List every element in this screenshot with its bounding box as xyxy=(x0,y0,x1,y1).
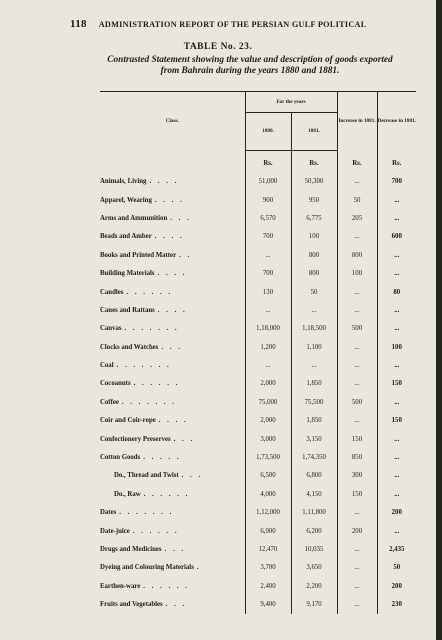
leader-dots: . . . . . . xyxy=(143,582,190,590)
subtitle-line-1: Contrasted Statement showing the value and description of goods exported xyxy=(107,55,393,65)
cell-1880: 130 xyxy=(245,283,291,301)
cell-increase: 50 xyxy=(337,191,377,209)
cell-increase: 100 xyxy=(337,264,377,282)
cell-1881: 1,18,500 xyxy=(291,320,337,338)
cell-class xyxy=(100,356,245,374)
leader-dots: . . . . . . xyxy=(126,288,173,296)
cell-1880: 2,400 xyxy=(245,577,291,595)
row-label: Drugs and Medicines xyxy=(100,546,162,553)
cell-decrease: ... xyxy=(377,301,416,319)
cell-1881: 4,150 xyxy=(291,485,337,503)
cell-decrease: 600 xyxy=(377,228,416,246)
cell-class xyxy=(100,559,245,577)
cell-1880: 6,570 xyxy=(245,209,291,227)
cell-1880: 3,700 xyxy=(245,559,291,577)
cell-class xyxy=(100,595,245,613)
header-class: Class. xyxy=(100,92,245,151)
cell-class xyxy=(100,467,245,485)
table-row xyxy=(100,264,416,282)
table-row xyxy=(100,540,416,558)
leader-dots: . . . xyxy=(161,343,183,351)
leader-dots: . . . . xyxy=(149,178,179,186)
cell-increase: ... xyxy=(337,595,377,613)
leader-dots: . . . xyxy=(173,435,195,443)
cell-increase: 300 xyxy=(337,467,377,485)
row-label: Clocks and Watches xyxy=(100,343,159,351)
table-body xyxy=(100,150,416,614)
cell-1881: ... xyxy=(291,356,337,374)
table-row xyxy=(100,228,416,246)
cell-1880: 2,000 xyxy=(245,375,291,393)
cell-1881: 9,170 xyxy=(291,595,337,613)
table-row xyxy=(100,356,416,374)
cell-1880: 1,18,000 xyxy=(245,320,291,338)
units-cell: Rs. xyxy=(245,150,291,173)
table-row xyxy=(100,522,416,540)
cell-class xyxy=(100,246,245,264)
cell-class xyxy=(100,504,245,522)
cell-increase: ... xyxy=(337,412,377,430)
page-number: 118 xyxy=(70,18,87,30)
cell-1880: 700 xyxy=(245,264,291,282)
table-row xyxy=(100,559,416,577)
row-label: Cocoanuts xyxy=(100,380,131,388)
table-title: TABLE No. 23. xyxy=(183,42,253,52)
row-label: Do., Raw xyxy=(114,490,141,498)
leader-dots: . xyxy=(196,564,202,572)
row-label: Building Materials xyxy=(100,270,155,278)
leader-dots: . . . . . xyxy=(143,454,182,462)
cell-1880: 3,000 xyxy=(245,430,291,448)
cell-1880: ... xyxy=(245,301,291,319)
cell-1880: 4,000 xyxy=(245,485,291,503)
row-label: Confectionery Preserves xyxy=(100,435,171,443)
table-row xyxy=(100,467,416,485)
cell-increase: 500 xyxy=(337,393,377,411)
cell-decrease: ... xyxy=(377,191,416,209)
cell-1881: ... xyxy=(291,301,337,319)
table-row xyxy=(100,485,416,503)
cell-class xyxy=(100,540,245,558)
row-label: Books and Printed Matter xyxy=(100,251,177,259)
cell-increase: 500 xyxy=(337,320,377,338)
cell-increase: 205 xyxy=(337,209,377,227)
table-row xyxy=(100,173,416,191)
table-subtitle xyxy=(80,55,420,77)
leader-dots: . . . . xyxy=(154,233,185,241)
cell-class xyxy=(100,191,245,209)
header-decrease: Decrease in 1881. xyxy=(377,92,416,151)
cell-class xyxy=(100,430,245,448)
cell-increase: ... xyxy=(337,228,377,246)
cell-class xyxy=(100,485,245,503)
cell-1881: 1,74,350 xyxy=(291,448,337,466)
cell-decrease: 150 xyxy=(377,412,416,430)
row-label: Canes and Rattans xyxy=(100,306,155,314)
row-label: Arms and Ammunition xyxy=(100,214,168,222)
cell-increase: ... xyxy=(337,540,377,558)
cell-increase: ... xyxy=(337,356,377,374)
cell-1881: 1,11,800 xyxy=(291,504,337,522)
cell-increase: ... xyxy=(337,577,377,595)
leader-dots: . . . xyxy=(170,214,192,222)
leader-dots: . . . . . . . xyxy=(121,398,177,406)
table-row xyxy=(100,301,416,319)
units-cell: Rs. xyxy=(377,150,416,173)
cell-class xyxy=(100,448,245,466)
cell-1880: 12,470 xyxy=(245,540,291,558)
running-header xyxy=(70,18,420,30)
row-label: Do., Thread and Twist xyxy=(114,472,179,480)
cell-class xyxy=(100,338,245,356)
cell-1880: 1,12,000 xyxy=(245,504,291,522)
cell-decrease: ... xyxy=(377,430,416,448)
cell-1881: 75,500 xyxy=(291,393,337,411)
row-label: Coal xyxy=(100,362,114,370)
row-label: Dyeing and Colouring Materials xyxy=(100,564,194,572)
cell-1881: 100 xyxy=(291,228,337,246)
header-year-1880: 1880. xyxy=(245,113,291,150)
table-row xyxy=(100,338,416,356)
leader-dots: . . . . . . . xyxy=(119,509,174,517)
row-label: Animals, Living xyxy=(100,178,147,186)
cell-1881: 1,100 xyxy=(291,338,337,356)
cell-1881: 6,200 xyxy=(291,522,337,540)
subtitle-line-2: from Bahrain during the years 1880 and 1881. xyxy=(160,66,340,76)
running-title: ADMINISTRATION REPORT OF THE PERSIAN GULF POLITICAL xyxy=(98,20,367,29)
cell-class xyxy=(100,173,245,191)
table-row xyxy=(100,393,416,411)
cell-increase: 150 xyxy=(337,430,377,448)
cell-increase: ... xyxy=(337,504,377,522)
cell-increase: ... xyxy=(337,559,377,577)
leader-dots: . . . . . . xyxy=(132,527,180,535)
cell-increase: ... xyxy=(337,173,377,191)
cell-1880: 2,000 xyxy=(245,412,291,430)
leader-dots: . . . . xyxy=(157,306,188,314)
cell-1880: ... xyxy=(245,356,291,374)
cell-1881: 3,150 xyxy=(291,430,337,448)
cell-increase: ... xyxy=(337,375,377,393)
cell-1881: 6,800 xyxy=(291,467,337,485)
cell-decrease: 150 xyxy=(377,375,416,393)
cell-class xyxy=(100,228,245,246)
cell-increase: ... xyxy=(337,283,377,301)
cell-1881: 800 xyxy=(291,264,337,282)
cell-1881: 1,850 xyxy=(291,412,337,430)
cell-decrease: 100 xyxy=(377,338,416,356)
cell-1881: 1,850 xyxy=(291,375,337,393)
row-label: Fruits and Vegetables xyxy=(100,601,163,609)
cell-1880: 1,73,500 xyxy=(245,448,291,466)
units-cell: Rs. xyxy=(337,150,377,173)
row-label: Earthen-ware xyxy=(100,582,141,590)
cell-class xyxy=(100,320,245,338)
cell-class xyxy=(100,209,245,227)
cell-decrease: ... xyxy=(377,320,416,338)
table-row xyxy=(100,191,416,209)
row-label: Beads and Amber xyxy=(100,233,152,241)
cell-increase: ... xyxy=(337,338,377,356)
cell-1881: 2,200 xyxy=(291,577,337,595)
cell-decrease: ... xyxy=(377,246,416,264)
cell-decrease: 50 xyxy=(377,559,416,577)
exports-table xyxy=(100,91,416,614)
row-label: Canvas xyxy=(100,325,122,333)
table-row xyxy=(100,448,416,466)
header-year-1881: 1881. xyxy=(291,113,337,150)
cell-1880: 700 xyxy=(245,228,291,246)
table-row xyxy=(100,412,416,430)
cell-1880: 900 xyxy=(245,191,291,209)
cell-class xyxy=(100,393,245,411)
table-row xyxy=(100,595,416,613)
cell-increase: 850 xyxy=(337,448,377,466)
cell-class xyxy=(100,375,245,393)
cell-1881: 50 xyxy=(291,283,337,301)
cell-decrease: ... xyxy=(377,485,416,503)
table-row xyxy=(100,246,416,264)
cell-1881: 950 xyxy=(291,191,337,209)
table-row xyxy=(100,577,416,595)
cell-class xyxy=(100,264,245,282)
cell-increase: 150 xyxy=(337,485,377,503)
leader-dots: . . . . . . . xyxy=(124,325,180,333)
units-cell: Rs. xyxy=(291,150,337,173)
table-row xyxy=(100,504,416,522)
leader-dots: . . xyxy=(179,251,192,259)
cell-decrease: ... xyxy=(377,448,416,466)
cell-1880: 51,000 xyxy=(245,173,291,191)
cell-decrease: ... xyxy=(377,356,416,374)
leader-dots: . . . . xyxy=(158,417,189,425)
row-label: Cotton Goods xyxy=(100,454,141,462)
table-row xyxy=(100,320,416,338)
cell-increase: 200 xyxy=(337,522,377,540)
cell-decrease: 200 xyxy=(377,504,416,522)
cell-decrease: ... xyxy=(377,467,416,485)
cell-1880: 75,000 xyxy=(245,393,291,411)
cell-1880: 6,500 xyxy=(245,467,291,485)
table-row xyxy=(100,375,416,393)
cell-decrease: 230 xyxy=(377,595,416,613)
cell-class xyxy=(100,412,245,430)
row-label: Candles xyxy=(100,288,124,296)
cell-decrease: 2,435 xyxy=(377,540,416,558)
leader-dots: . . . . . . xyxy=(133,380,180,388)
row-label: Apparel, Wearing xyxy=(100,196,152,204)
table-row xyxy=(100,430,416,448)
cell-increase: ... xyxy=(337,301,377,319)
cell-1881: 800 xyxy=(291,246,337,264)
table-row xyxy=(100,283,416,301)
units-row xyxy=(100,150,416,173)
cell-increase: 800 xyxy=(337,246,377,264)
cell-decrease: ... xyxy=(377,393,416,411)
leader-dots: . . . xyxy=(181,472,203,480)
leader-dots: . . . . xyxy=(154,196,185,204)
cell-1880: 6,000 xyxy=(245,522,291,540)
table-row xyxy=(100,209,416,227)
cell-decrease: ... xyxy=(377,209,416,227)
cell-1880: 9,400 xyxy=(245,595,291,613)
cell-decrease: 80 xyxy=(377,283,416,301)
row-label: Date-juice xyxy=(100,527,130,535)
cell-1881: 6,775 xyxy=(291,209,337,227)
cell-1881: 3,650 xyxy=(291,559,337,577)
row-label: Dates xyxy=(100,509,117,517)
leader-dots: . . . xyxy=(164,546,186,553)
cell-class xyxy=(100,283,245,301)
header-for-the-years: For the years xyxy=(245,92,337,113)
cell-decrease: 700 xyxy=(377,173,416,191)
row-label: Coir and Coir-rope xyxy=(100,417,156,425)
header-increase: Increase in 1881. xyxy=(337,92,377,151)
cell-1881: 50,300 xyxy=(291,173,337,191)
cell-decrease: ... xyxy=(377,522,416,540)
cell-1881: 10,035 xyxy=(291,540,337,558)
cell-decrease: 200 xyxy=(377,577,416,595)
units-blank xyxy=(100,150,245,173)
cell-decrease: ... xyxy=(377,264,416,282)
leader-dots: . . . . xyxy=(157,270,187,278)
cell-class xyxy=(100,577,245,595)
leader-dots: . . . xyxy=(165,601,187,609)
leader-dots: . . . . . . xyxy=(143,490,190,498)
cell-1880: ... xyxy=(245,246,291,264)
cell-1880: 1,200 xyxy=(245,338,291,356)
cell-class xyxy=(100,301,245,319)
row-label: Coffee xyxy=(100,398,119,406)
cell-class xyxy=(100,522,245,540)
leader-dots: . . . . . . . xyxy=(116,362,172,370)
